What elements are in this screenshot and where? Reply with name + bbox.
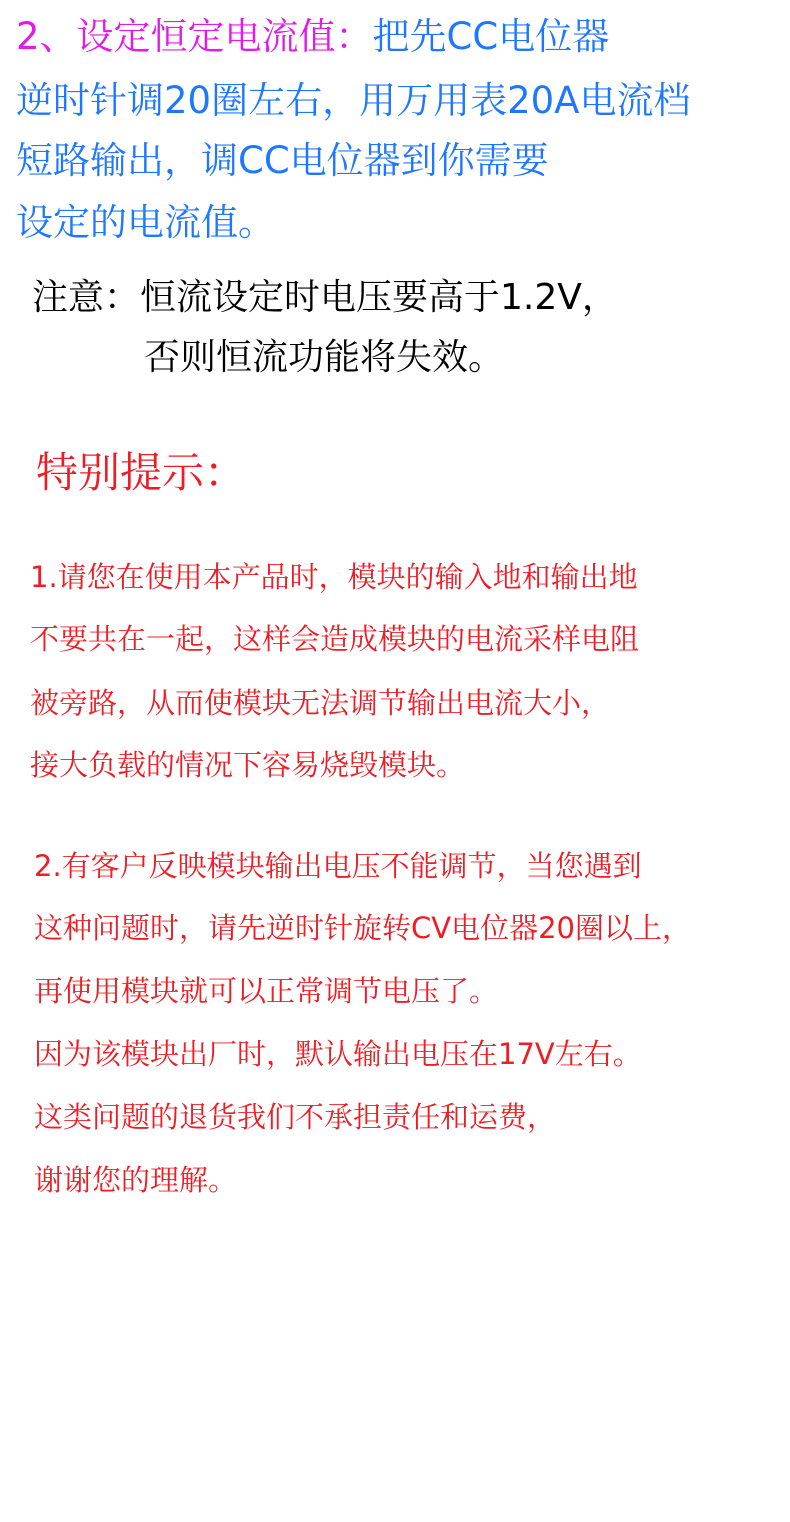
note-line-2: 否则恒流功能将失效。 bbox=[144, 337, 505, 378]
tip2-line-6: 谢谢您的理解。 bbox=[34, 1163, 238, 1197]
section2-line-2: 逆时针调20圈左右，用万用表20A电流档 bbox=[16, 79, 691, 122]
section2-text: 把先CC电位器 bbox=[372, 15, 610, 58]
tip1-line-4: 接大负载的情况下容易烧毁模块。 bbox=[30, 748, 466, 782]
tip2-line-3: 再使用模块就可以正常调节电压了。 bbox=[34, 974, 499, 1008]
section2-line-1 bbox=[16, 15, 610, 58]
tip2-line-5: 这类问题的退货我们不承担责任和运费， bbox=[34, 1100, 557, 1134]
section2-line-4: 设定的电流值。 bbox=[16, 201, 275, 244]
tip2-line-1: 2.有客户反映模块输出电压不能调节，当您遇到 bbox=[34, 849, 642, 883]
section2-heading: 2、设定恒定电流值： bbox=[16, 15, 373, 58]
tip1-line-3: 被旁路，从而使模块无法调节输出电流大小， bbox=[30, 686, 611, 720]
tip1-line-1: 1.请您在使用本产品时，模块的输入地和输出地 bbox=[30, 560, 638, 594]
tip2-line-2: 这种问题时，请先逆时针旋转CV电位器20圈以上， bbox=[34, 911, 691, 945]
note-line-1: 注意：恒流设定时电压要高于1.2V， bbox=[32, 277, 618, 318]
special-tips-title: 特别提示： bbox=[36, 448, 247, 497]
section2-line-3: 短路输出，调CC电位器到你需要 bbox=[16, 139, 549, 182]
tip2-line-4: 因为该模块出厂时，默认输出电压在17V左右。 bbox=[34, 1037, 642, 1071]
tip1-line-2: 不要共在一起，这样会造成模块的电流采样电阻 bbox=[30, 622, 640, 656]
